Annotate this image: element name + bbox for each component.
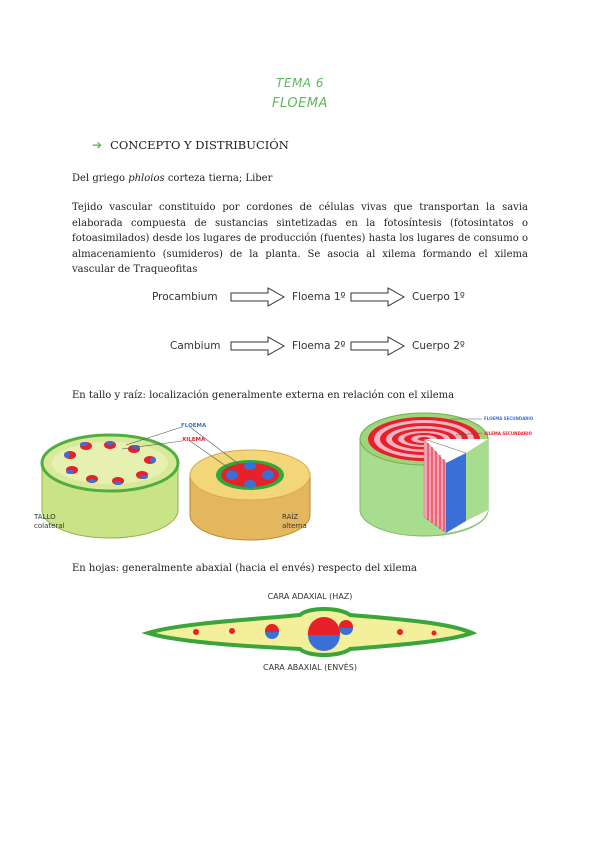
label-raiz: RAÍZ	[282, 513, 299, 521]
scheme-procambium: Procambium	[152, 291, 218, 303]
tema-number: TEMA 6	[276, 76, 324, 90]
label-floema-secundario: FLOEMA SECUNDARIO	[484, 416, 534, 421]
section-heading-text: CONCEPTO Y DISTRIBUCIÓN	[110, 138, 289, 152]
label-tallo: TALLO	[34, 513, 56, 521]
secondary-growth-diagram	[356, 405, 496, 545]
scheme-cambium: Cambium	[170, 340, 221, 352]
scheme-floema-1: Floema 1º	[292, 291, 346, 303]
leaf-cross-section	[140, 605, 480, 661]
scheme-cuerpo-2: Cuerpo 2º	[412, 340, 465, 352]
etymology-term: phloios	[128, 173, 165, 184]
section-heading	[92, 138, 289, 152]
arrow-right-icon: ➔	[92, 138, 103, 152]
leaf-caption: En hojas: generalmente abaxial (hacia el envés) respecto del xilema	[72, 563, 417, 574]
arrow-icon	[350, 336, 406, 356]
label-cara-adaxial: CARA ADAXIAL (HAZ)	[267, 592, 353, 601]
label-floema: FLOEMA	[181, 423, 207, 429]
arrow-icon	[230, 336, 286, 356]
etymology-prefix: Del griego	[72, 173, 129, 184]
stem-root-caption: En tallo y raíz: localización generalmente externa en relación con el xilema	[72, 390, 455, 401]
arrow-icon	[230, 287, 286, 307]
scheme-floema-2: Floema 2º	[292, 340, 346, 352]
scheme-cuerpo-1: Cuerpo 1º	[412, 291, 465, 303]
arrow-icon	[350, 287, 406, 307]
definition-paragraph: Tejido vascular constituido por cordones de células vivas que transportan la savia elaborada compuesta de sustancias sintetizadas en la fotosíntesis (fotosintatos o fotoasimilados) desde los lugares de producción (fuentes) hasta los lugares de consumo o almacenamiento (sumideros) de la planta. Se asocia al xilema formando el xilema vascular de Traqueofitas	[72, 202, 528, 275]
label-xilema: XILEMA	[182, 437, 206, 443]
etymology-suffix: corteza tierna; Liber	[164, 173, 273, 184]
label-raiz-sub: alterna	[282, 522, 307, 530]
etymology-line	[72, 171, 528, 187]
page-title: FLOEMA	[272, 96, 328, 111]
label-tallo-sub: colateral	[34, 522, 65, 530]
label-cara-abaxial: CARA ABAXIAL (ENVÉS)	[263, 663, 357, 672]
label-xilema-secundario: XILEMA SECUNDARIO	[484, 431, 532, 436]
